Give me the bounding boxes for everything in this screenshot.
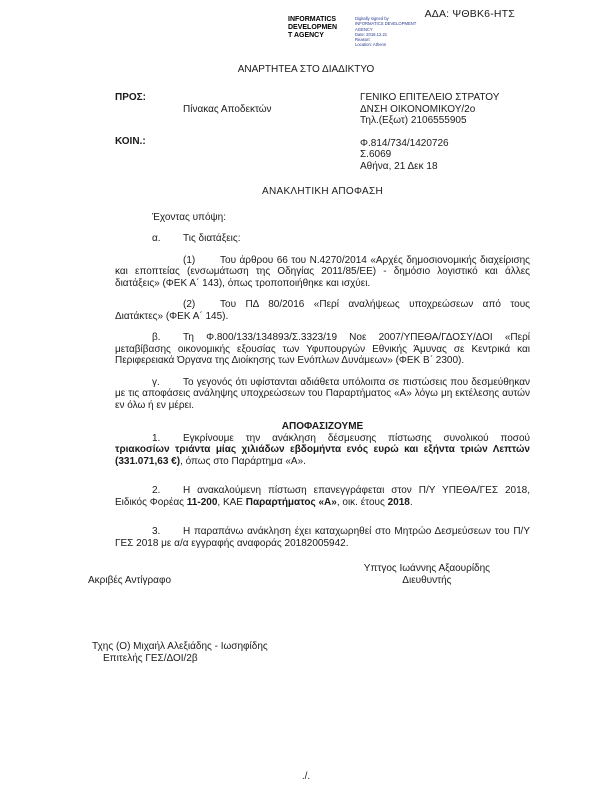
issuer-block: [360, 92, 499, 172]
decision-3-label: 3.: [152, 526, 161, 537]
ada-code: ΑΔΑ: ΨΘΒΚ6-ΗΤΣ: [424, 8, 515, 20]
page-continuation-mark: ./.: [301, 771, 311, 782]
decision-2-text: , ΚΑΕ: [217, 496, 246, 508]
decision-heading: ΑΠΟΦΑΣΙΖΟΥΜΕ: [281, 421, 364, 432]
signer-role: Διευθυντής: [402, 574, 452, 586]
certifier-block: [92, 641, 530, 664]
recital-c-label: γ.: [152, 376, 160, 388]
decision-2-year: 2018: [387, 496, 410, 508]
recital-a1-text: Του άρθρου 66 του Ν.4270/2014 «Αρχές δημοσιονομικής διαχείρισης και εποπτείας (ενσωμάτωση της Οδηγίας 2011/85/ΕΕ) - δημόσιο λογιστικό και άλλες διατάξεις» (ΦΕΚ Α΄ 143), όπως τροποποιήθηκε και ισχύει.: [115, 254, 530, 289]
signer-block: [364, 563, 490, 586]
issuer-line: Σ.6069: [360, 149, 392, 160]
recital-a1-label: (1): [183, 254, 196, 266]
issuer-line: ΔΝΣΗ ΟΙΚΟΝΟΜΙΚΟΥ/2ο: [360, 103, 476, 115]
decision-2-text: , οικ. έτους: [336, 496, 388, 508]
decision-1: [115, 433, 530, 468]
issuer-line: Φ.814/734/1420726: [360, 137, 449, 149]
document-body: [88, 186, 530, 664]
recital-b: [115, 332, 530, 367]
recital-a-text: Τις διατάξεις:: [183, 233, 241, 244]
recital-b-text: Τη Φ.800/133/134893/Σ.3323/19 Νοε 2007/ΥΠΕΘΑ/ΓΔΟΣΥ/ΔΟΙ «Περί μεταβίβασης οικονομικής εξουσίας των Υφυπουργών Εθνικής Άμυνας σε Κεντρικά και Περιφερειακά Όργανα της Διοίκησης των Ενόπλων Δυνάμεων» (ΦΕΚ Β΄ 2300).: [115, 332, 530, 366]
internet-posting-banner: ΑΝΑΡΤΗΤΕΑ ΣΤΟ ΔΙΑΔΙΚΤΥΟ: [237, 64, 375, 75]
stamp-signature-line: INFORMATICS DEVELOPMENT AGENCY: [355, 21, 417, 32]
recitals-intro: [115, 212, 530, 224]
signer-name: Υπτγος Ιωάννης Αξαουρίδης: [363, 563, 490, 574]
digital-signature-stamp: [288, 16, 419, 48]
decision-1-text: Εγκρίνουμε την ανάκληση δέσμευσης πίστωσης συνολικού ποσού: [183, 432, 530, 444]
recital-c: [115, 377, 530, 412]
stamp-agency-line: T AGENCY: [288, 32, 324, 40]
pros-value: Πίνακας Αποδεκτών: [183, 103, 272, 115]
stamp-agency-line: DEVELOPMEN: [288, 24, 338, 32]
signature-area: [88, 563, 530, 613]
decision-3: [115, 526, 530, 549]
decision-3-text: Η παραπάνω ανάκληση έχει καταχωρηθεί στο Μητρώο Δεσμεύσεων του Π/Υ ΓΕΣ 2018 με α/α εγγραφής αναφοράς 20182005942.: [115, 526, 530, 549]
document-title: ΑΝΑΚΛΗΤΙΚΗ ΑΠΟΦΑΣΗ: [262, 186, 383, 197]
recital-a1: [115, 255, 530, 290]
stamp-signature-line: Location: Athens: [355, 42, 386, 48]
decision-2: [115, 485, 530, 508]
decision-2-annex: Παραρτήματος «Α»: [245, 496, 337, 508]
recital-c-text: Το γεγονός ότι υφίστανται αδιάθετα υπόλοιπα σε πιστώσεις που δεσμεύθηκαν με τις αποφάσεις ανάληψης υποχρεώσεων του Παραρτήματος «Α» λόγω μη εκτέλεσης αυτών εν όλω ή εν μέρει.: [115, 376, 530, 411]
recital-a2-text: Του ΠΔ 80/2016 «Περί αναλήψεως υποχρεώσεων από τους Διατάκτες» (ΦΕΚ Α΄ 145).: [115, 299, 530, 322]
stamp-signature-line: Date: 2018.12.21: [355, 31, 388, 37]
stamp-agency-name: [288, 16, 350, 40]
certifier-role: Επιτελής ΓΕΣ/ΔΟΙ/2β: [103, 652, 198, 664]
koin-label: ΚΟΙΝ.:: [115, 136, 146, 147]
decision-2-code: 11-200: [186, 496, 218, 508]
decision-1-text-end: , όπως στο Παράρτημα «Α».: [180, 455, 306, 467]
decision-2-text: Η ανακαλούμενη πίστωση επανεγγράφεται στον Π/Υ ΥΠΕΘΑ/ΓΕΣ 2018, Ειδικός Φορέας: [115, 485, 530, 508]
recitals-intro-text: Έχοντας υπόψη:: [152, 211, 226, 223]
decision-2-text-end: .: [409, 496, 413, 508]
issuer-line: Αθήνα, 21 Δεκ 18: [360, 160, 438, 172]
certified-copy-label: Ακριβές Αντίγραφο: [88, 575, 172, 586]
decision-1-amount: τριακοσίων τριάντα μίας χιλιάδων εβδομήντα ενός ευρώ και εξήντα τριών Λεπτών (331.071,63 €): [115, 444, 530, 467]
recital-a-label: α.: [152, 233, 161, 244]
recital-a: [115, 233, 530, 245]
decision-1-label: 1.: [152, 432, 161, 444]
certifier-name: Τχης (Ο) Μιχαήλ Αλεξιάδης - Ιωσηφίδης: [92, 641, 268, 652]
stamp-signature-line: Digitally signed by: [355, 16, 389, 21]
recipients-block: [115, 92, 272, 148]
recital-a2: [115, 299, 530, 322]
stamp-signature-line: Reason:: [355, 37, 371, 42]
issuer-line: Τηλ.(Εξωτ) 2106555905: [360, 115, 467, 126]
recital-a2-label: (2): [183, 299, 196, 310]
recital-b-label: β.: [152, 332, 161, 343]
pros-label: ΠΡΟΣ:: [115, 92, 147, 103]
decision-2-label: 2.: [152, 485, 161, 496]
issuer-line: ΓΕΝΙΚΟ ΕΠΙΤΕΛΕΙΟ ΣΤΡΑΤΟΥ: [360, 92, 500, 103]
stamp-signature-details: [355, 16, 419, 48]
stamp-agency-line: INFORMATICS: [288, 16, 337, 23]
